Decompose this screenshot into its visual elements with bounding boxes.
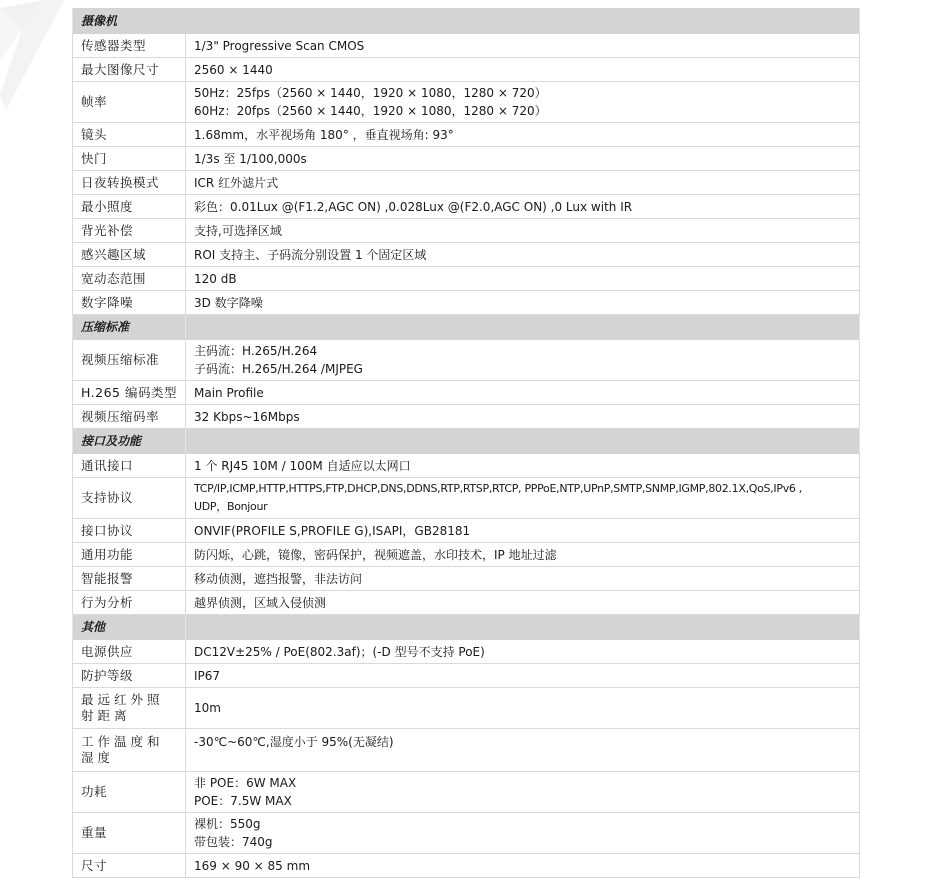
spec-row (73, 454, 860, 478)
section-header-camera (73, 9, 860, 34)
spec-row (73, 664, 860, 688)
spec-value-line: 非 POE：6W MAX (194, 776, 297, 790)
spec-value: 1 个 RJ45 10M / 100M 自适应以太网口 (186, 454, 860, 478)
spec-key: 宽动态范围 (73, 267, 186, 291)
spec-value: 移动侦测，遮挡报警，非法访问 (186, 567, 860, 591)
spec-value-line: TCP/IP,ICMP,HTTP,HTTPS,FTP,DHCP,DNS,DDNS,RTP,RTSP,RTCP, PPPoE,NTP,UPnP,SMTP,SNMP,IGMP,802.1X,QoS,IPv6 , (194, 482, 803, 495)
spec-key: 最小照度 (73, 195, 186, 219)
spec-key: 尺寸 (73, 854, 186, 878)
spec-row (73, 82, 860, 123)
spec-value: 防闪烁，心跳，镜像，密码保护，视频遮盖，水印技术，IP 地址过滤 (186, 543, 860, 567)
spec-row (73, 123, 860, 147)
spec-key: 最大图像尺寸 (73, 58, 186, 82)
spec-value: 32 Kbps~16Mbps (186, 405, 860, 429)
spec-row (73, 405, 860, 429)
spec-row (73, 478, 860, 519)
spec-row (73, 267, 860, 291)
spec-value (186, 772, 860, 813)
spec-value: ROI 支持主、子码流分别设置 1 个固定区域 (186, 243, 860, 267)
spec-key: 日夜转换模式 (73, 171, 186, 195)
spec-row (73, 291, 860, 315)
spec-row (73, 381, 860, 405)
spec-key: 工作温度和湿度 (73, 729, 186, 772)
spec-value-line: 50Hz：25fps（2560 × 1440，1920 × 1080，1280 × 720） (194, 86, 547, 100)
spec-row (73, 854, 860, 878)
spec-key: 接口协议 (73, 519, 186, 543)
section-title: 接口及功能 (73, 429, 186, 454)
spec-value: 10m (186, 688, 860, 729)
spec-value: 120 dB (186, 267, 860, 291)
spec-row (73, 171, 860, 195)
spec-value-line: UDP，Bonjour (194, 500, 268, 513)
section-title-blank (186, 615, 860, 640)
spec-row (73, 340, 860, 381)
section-header-compression (73, 315, 860, 340)
section-title-blank (186, 429, 860, 454)
spec-key: 行为分析 (73, 591, 186, 615)
decorative-logo-shape (0, 0, 80, 110)
spec-value: 1/3s 至 1/100,000s (186, 147, 860, 171)
spec-key: 快门 (73, 147, 186, 171)
spec-key: 功耗 (73, 772, 186, 813)
spec-value: 3D 数字降噪 (186, 291, 860, 315)
spec-value-line: POE：7.5W MAX (194, 794, 292, 808)
spec-key: 视频压缩码率 (73, 405, 186, 429)
spec-row (73, 147, 860, 171)
spec-key: 通用功能 (73, 543, 186, 567)
spec-row (73, 640, 860, 664)
spec-key: 通讯接口 (73, 454, 186, 478)
spec-value: DC12V±25% / PoE(802.3af)；(-D 型号不支持 PoE) (186, 640, 860, 664)
spec-key: H.265 编码类型 (73, 381, 186, 405)
spec-key: 智能报警 (73, 567, 186, 591)
spec-value-line: 主码流：H.265/H.264 (194, 344, 318, 358)
spec-value: 支持,可选择区域 (186, 219, 860, 243)
spec-row (73, 243, 860, 267)
spec-key: 最远红外照射距离 (73, 688, 186, 729)
spec-value-line: 60Hz：20fps（2560 × 1440，1920 × 1080，1280 × 720） (194, 104, 547, 118)
spec-row (73, 219, 860, 243)
spec-value: Main Profile (186, 381, 860, 405)
spec-key: 视频压缩标准 (73, 340, 186, 381)
spec-value: 2560 × 1440 (186, 58, 860, 82)
section-title-blank (186, 315, 860, 340)
spec-key: 感兴趣区域 (73, 243, 186, 267)
spec-value-line: 带包装：740g (194, 835, 273, 849)
spec-value (186, 813, 860, 854)
spec-value: 彩色：0.01Lux @(F1.2,AGC ON) ,0.028Lux @(F2.0,AGC ON) ,0 Lux with IR (186, 195, 860, 219)
spec-value: 1.68mm，水平视场角 180° ，垂直视场角: 93° (186, 123, 860, 147)
spec-key: 背光补偿 (73, 219, 186, 243)
spec-value (186, 478, 860, 519)
spec-value (186, 82, 860, 123)
section-title: 其他 (73, 615, 186, 640)
spec-key: 重量 (73, 813, 186, 854)
spec-value-line: 子码流：H.265/H.264 /MJPEG (194, 362, 363, 376)
spec-row (73, 772, 860, 813)
spec-row (73, 813, 860, 854)
section-header-interface (73, 429, 860, 454)
spec-key: 防护等级 (73, 664, 186, 688)
spec-value (186, 340, 860, 381)
spec-row (73, 543, 860, 567)
spec-row (73, 591, 860, 615)
spec-row (73, 567, 860, 591)
spec-key: 传感器类型 (73, 34, 186, 58)
spec-key: 帧率 (73, 82, 186, 123)
spec-row (73, 519, 860, 543)
spec-value: ICR 红外滤片式 (186, 171, 860, 195)
section-title: 压缩标准 (73, 315, 186, 340)
spec-key: 数字降噪 (73, 291, 186, 315)
spec-value: ONVIF(PROFILE S,PROFILE G),ISAPI，GB28181 (186, 519, 860, 543)
spec-row (73, 729, 860, 772)
spec-row (73, 58, 860, 82)
spec-row (73, 688, 860, 729)
spec-value: IP67 (186, 664, 860, 688)
spec-row (73, 34, 860, 58)
section-title: 摄像机 (73, 9, 860, 34)
spec-row (73, 195, 860, 219)
spec-table (72, 8, 860, 878)
spec-key: 镜头 (73, 123, 186, 147)
spec-value: 1/3" Progressive Scan CMOS (186, 34, 860, 58)
spec-value: -30℃~60℃,湿度小于 95%(无凝结) (186, 729, 860, 772)
spec-value-line: 裸机：550g (194, 817, 261, 831)
spec-key: 支持协议 (73, 478, 186, 519)
section-header-other (73, 615, 860, 640)
spec-key: 电源供应 (73, 640, 186, 664)
spec-value: 越界侦测，区域入侵侦测 (186, 591, 860, 615)
spec-value: 169 × 90 × 85 mm (186, 854, 860, 878)
